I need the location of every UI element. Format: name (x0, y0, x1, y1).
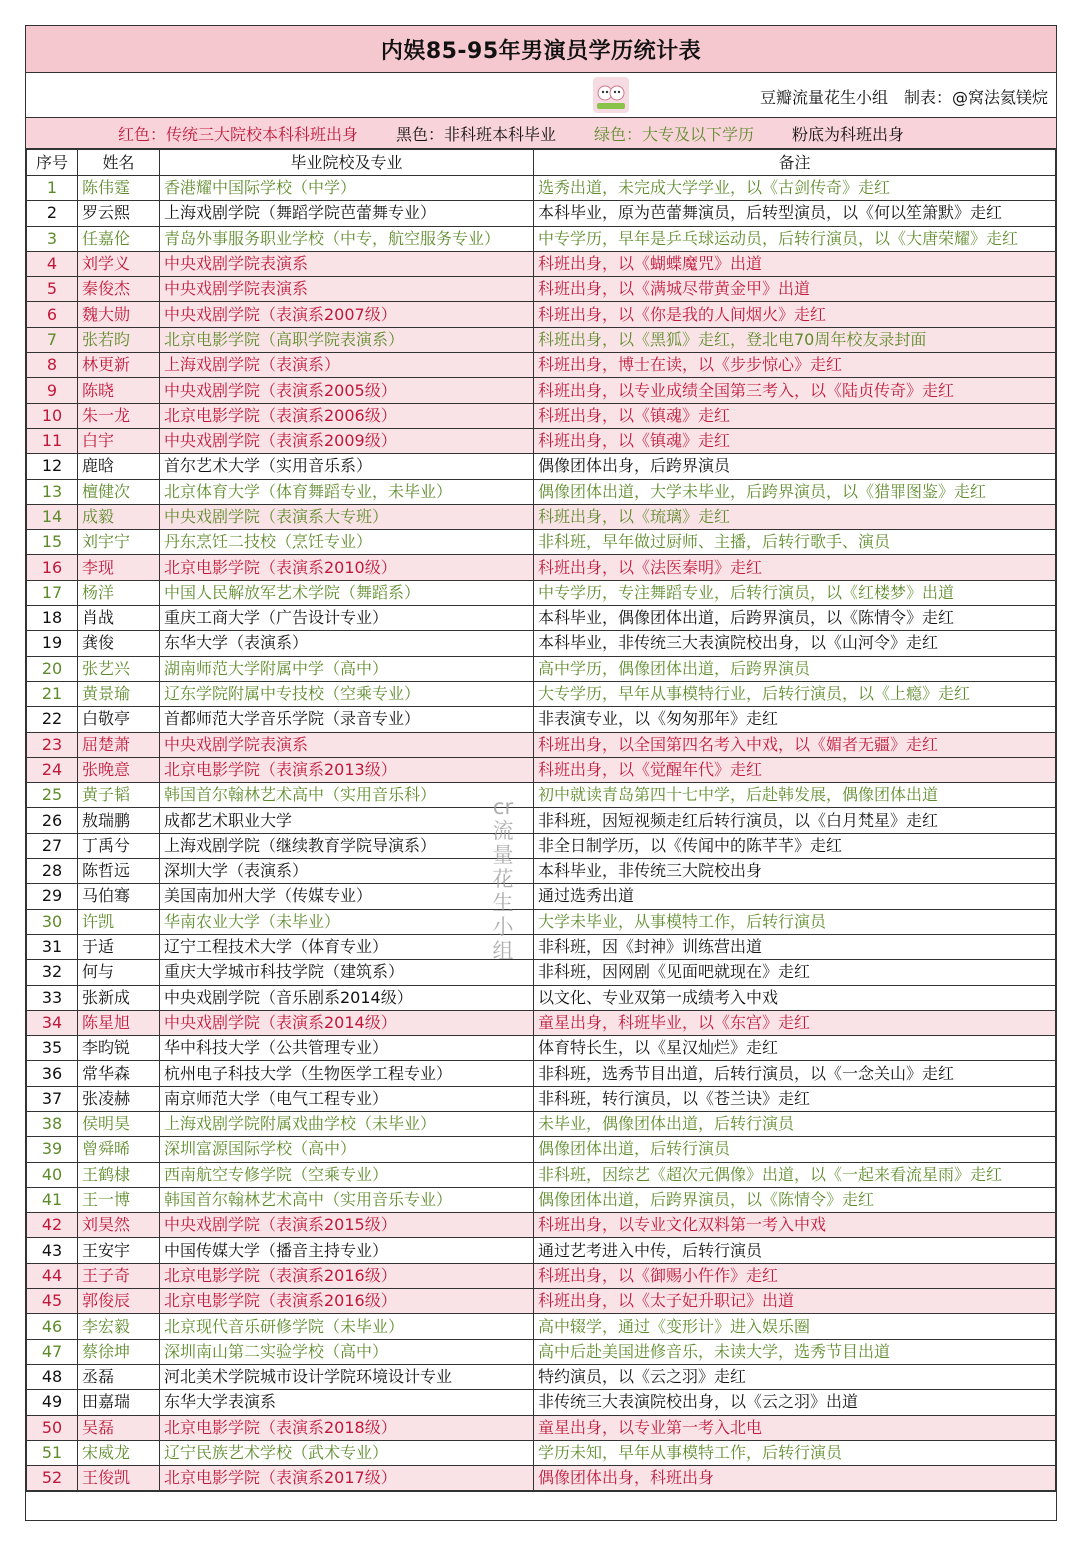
cell-no: 11 (27, 428, 78, 453)
table-row (27, 1111, 1056, 1136)
cell-note: 本科毕业，原为芭蕾舞演员，后转型演员，以《何以笙箫默》走红 (534, 201, 1056, 226)
table-footer (26, 1491, 1056, 1520)
cell-school: 美国南加州大学（传媒专业） (160, 884, 534, 909)
credit-text: 豆瓣流量花生小组 制表：@窝法氦镁烷 (759, 88, 1048, 107)
cell-school: 成都艺术职业大学 (160, 808, 534, 833)
cell-no: 52 (27, 1466, 78, 1491)
table-row (27, 530, 1056, 555)
cell-no: 6 (27, 302, 78, 327)
cell-school: 辽宁工程技术大学（体育专业） (160, 934, 534, 959)
cell-school: 北京电影学院（表演系2016级） (160, 1263, 534, 1288)
credit-row (26, 73, 1056, 118)
cell-school: 中央戏剧学院表演系 (160, 251, 534, 276)
cell-no: 7 (27, 327, 78, 352)
table-row (27, 226, 1056, 251)
cell-school: 辽宁民族艺术学校（武术专业） (160, 1440, 534, 1465)
table-row (27, 378, 1056, 403)
cell-note: 科班出身，以《琉璃》走红 (534, 504, 1056, 529)
cell-no: 3 (27, 226, 78, 251)
table-row (27, 1314, 1056, 1339)
cell-no: 20 (27, 656, 78, 681)
cell-note: 非科班，早年做过厨师、主播，后转行歌手、演员 (534, 530, 1056, 555)
cell-school: 南京师范大学（电气工程专业） (160, 1086, 534, 1111)
cell-name: 常华森 (78, 1061, 160, 1086)
cell-name: 林更新 (78, 353, 160, 378)
cell-note: 特约演员，以《云之羽》走红 (534, 1364, 1056, 1389)
cell-name: 屈楚萧 (78, 732, 160, 757)
table-row (27, 1137, 1056, 1162)
cell-note: 非科班，因网剧《见面吧就现在》走红 (534, 960, 1056, 985)
cell-name: 张若昀 (78, 327, 160, 352)
cell-note: 科班出身，以全国第四名考入中戏，以《媚者无疆》走红 (534, 732, 1056, 757)
cell-school: 西南航空专修学院（空乘专业） (160, 1162, 534, 1187)
cell-school: 中央戏剧学院（表演系2005级） (160, 378, 534, 403)
cell-no: 10 (27, 403, 78, 428)
cell-school: 青岛外事服务职业学校（中专，航空服务专业） (160, 226, 534, 251)
table-row (27, 1415, 1056, 1440)
cell-note: 非科班，转行演员，以《苍兰诀》走红 (534, 1086, 1056, 1111)
cell-name: 龚俊 (78, 631, 160, 656)
table-row (27, 428, 1056, 453)
table-row (27, 1466, 1056, 1491)
cell-school: 中央戏剧学院表演系 (160, 277, 534, 302)
cell-no: 25 (27, 783, 78, 808)
cell-name: 李昀锐 (78, 1036, 160, 1061)
cell-no: 5 (27, 277, 78, 302)
cell-name: 王俊凯 (78, 1466, 160, 1491)
cell-school: 湖南师范大学附属中学（高中） (160, 656, 534, 681)
cell-note: 科班出身，以《你是我的人间烟火》走红 (534, 302, 1056, 327)
cell-note: 非全日制学历，以《传闻中的陈芊芊》走红 (534, 833, 1056, 858)
cell-school: 重庆大学城市科技学院（建筑系） (160, 960, 534, 985)
cell-name: 黄子韬 (78, 783, 160, 808)
cell-name: 马伯骞 (78, 884, 160, 909)
table-row (27, 302, 1056, 327)
legend-pink: 粉底为科班出身 (792, 124, 905, 144)
cell-name: 蔡徐坤 (78, 1339, 160, 1364)
cell-no: 15 (27, 530, 78, 555)
cell-name: 刘学义 (78, 251, 160, 276)
cell-note: 偶像团体出道，大学未毕业，后跨界演员，以《猎罪图鉴》走红 (534, 479, 1056, 504)
cell-no: 8 (27, 353, 78, 378)
cell-school: 东华大学表演系 (160, 1390, 534, 1415)
cell-school: 中国传媒大学（播音主持专业） (160, 1238, 534, 1263)
cell-note: 体育特长生，以《星汉灿烂》走红 (534, 1036, 1056, 1061)
cell-note: 偶像团体出身，后跨界演员 (534, 454, 1056, 479)
cell-note: 科班出身，以《镇魂》走红 (534, 403, 1056, 428)
cell-no: 40 (27, 1162, 78, 1187)
cell-name: 于适 (78, 934, 160, 959)
cell-name: 许凯 (78, 909, 160, 934)
cell-note: 偶像团体出身，科班出身 (534, 1466, 1056, 1491)
table-row (27, 1162, 1056, 1187)
table-row (27, 960, 1056, 985)
cell-no: 42 (27, 1213, 78, 1238)
cell-no: 48 (27, 1364, 78, 1389)
cell-no: 49 (27, 1390, 78, 1415)
cell-note: 中专学历，早年是乒乓球运动员，后转行演员，以《大唐荣耀》走红 (534, 226, 1056, 251)
cell-name: 张晚意 (78, 757, 160, 782)
table-row (27, 1289, 1056, 1314)
cell-note: 科班出身，以《镇魂》走红 (534, 428, 1056, 453)
cell-school: 韩国首尔翰林艺术高中（实用音乐专业） (160, 1187, 534, 1212)
table-row (27, 1036, 1056, 1061)
cell-no: 16 (27, 555, 78, 580)
table-row (27, 201, 1056, 226)
table-row (27, 580, 1056, 605)
cell-note: 非传统三大表演院校出身，以《云之羽》出道 (534, 1390, 1056, 1415)
cell-no: 39 (27, 1137, 78, 1162)
cell-note: 非科班，选秀节目出道，后转行演员，以《一念关山》走红 (534, 1061, 1056, 1086)
cell-no: 44 (27, 1263, 78, 1288)
cell-name: 张凌赫 (78, 1086, 160, 1111)
cell-no: 2 (27, 201, 78, 226)
table-row (27, 681, 1056, 706)
table-row (27, 934, 1056, 959)
cell-school: 丹东烹饪二技校（烹饪专业） (160, 530, 534, 555)
cell-name: 丁禹兮 (78, 833, 160, 858)
cell-name: 肖战 (78, 606, 160, 631)
cell-school: 华南农业大学（未毕业） (160, 909, 534, 934)
table-row (27, 1061, 1056, 1086)
cell-no: 45 (27, 1289, 78, 1314)
cell-no: 9 (27, 378, 78, 403)
table-row (27, 1339, 1056, 1364)
cell-name: 檀健次 (78, 479, 160, 504)
cell-no: 21 (27, 681, 78, 706)
cell-name: 刘昊然 (78, 1213, 160, 1238)
cell-name: 罗云熙 (78, 201, 160, 226)
cell-no: 38 (27, 1111, 78, 1136)
cell-name: 秦俊杰 (78, 277, 160, 302)
cell-note: 科班出身，以《法医秦明》走红 (534, 555, 1056, 580)
cell-name: 王安宇 (78, 1238, 160, 1263)
cell-school: 杭州电子科技大学（生物医学工程专业） (160, 1061, 534, 1086)
cell-school: 北京电影学院（表演系2017级） (160, 1466, 534, 1491)
group-logo-icon (593, 77, 629, 113)
table-row (27, 1263, 1056, 1288)
cell-name: 陈伟霆 (78, 176, 160, 201)
cell-school: 中央戏剧学院（表演系2015级） (160, 1213, 534, 1238)
table-row (27, 353, 1056, 378)
cell-note: 科班出身，以《蝴蝶魔咒》出道 (534, 251, 1056, 276)
cell-no: 17 (27, 580, 78, 605)
cell-no: 36 (27, 1061, 78, 1086)
cell-school: 中央戏剧学院（表演系大专班） (160, 504, 534, 529)
cell-no: 18 (27, 606, 78, 631)
table-row (27, 1238, 1056, 1263)
cell-name: 宋威龙 (78, 1440, 160, 1465)
cell-school: 中央戏剧学院表演系 (160, 732, 534, 757)
cell-no: 30 (27, 909, 78, 934)
cell-no: 35 (27, 1036, 78, 1061)
table-row (27, 1086, 1056, 1111)
cell-school: 中央戏剧学院（表演系2009级） (160, 428, 534, 453)
cell-name: 白宇 (78, 428, 160, 453)
cell-note: 本科毕业，偶像团体出道，后跨界演员，以《陈情令》走红 (534, 606, 1056, 631)
cell-name: 王一博 (78, 1187, 160, 1212)
cell-name: 任嘉伦 (78, 226, 160, 251)
cell-school: 上海戏剧学院附属戏曲学校（未毕业） (160, 1111, 534, 1136)
cell-note: 非科班，因短视频走红后转行演员，以《白月梵星》走红 (534, 808, 1056, 833)
cell-name: 白敬亭 (78, 707, 160, 732)
cell-note: 科班出身，以《满城尽带黄金甲》出道 (534, 277, 1056, 302)
cell-school: 华中科技大学（公共管理专业） (160, 1036, 534, 1061)
table-row (27, 606, 1056, 631)
cell-note: 高中学历，偶像团体出道，后跨界演员 (534, 656, 1056, 681)
cell-school: 北京体育大学（体育舞蹈专业，未毕业） (160, 479, 534, 504)
table-row (27, 1010, 1056, 1035)
cell-school: 中国人民解放军艺术学院（舞蹈系） (160, 580, 534, 605)
cell-no: 24 (27, 757, 78, 782)
header-name: 姓名 (78, 150, 160, 176)
cell-no: 12 (27, 454, 78, 479)
cell-note: 非表演专业，以《匆匆那年》走红 (534, 707, 1056, 732)
cell-name: 丞磊 (78, 1364, 160, 1389)
cell-name: 郭俊辰 (78, 1289, 160, 1314)
table-row (27, 884, 1056, 909)
cell-school: 中央戏剧学院（表演系2007级） (160, 302, 534, 327)
cell-name: 刘宇宁 (78, 530, 160, 555)
cell-school: 上海戏剧学院（继续教育学院导演系） (160, 833, 534, 858)
actor-table (26, 149, 1056, 1491)
cell-name: 杨洋 (78, 580, 160, 605)
table-row (27, 1440, 1056, 1465)
cell-school: 深圳南山第二实验学校（高中） (160, 1339, 534, 1364)
cell-school: 北京电影学院（表演系2016级） (160, 1289, 534, 1314)
table-row (27, 909, 1056, 934)
cell-no: 50 (27, 1415, 78, 1440)
cell-note: 高中辍学，通过《变形计》进入娱乐圈 (534, 1314, 1056, 1339)
cell-school: 香港耀中国际学校（中学） (160, 176, 534, 201)
education-stats-table (25, 25, 1057, 1521)
table-row (27, 732, 1056, 757)
table-row (27, 403, 1056, 428)
cell-note: 高中后赴美国进修音乐，未读大学，选秀节目出道 (534, 1339, 1056, 1364)
cell-school: 首尔艺术大学（实用音乐系） (160, 454, 534, 479)
cell-note: 科班出身，以《太子妃升职记》出道 (534, 1289, 1056, 1314)
cell-name: 何与 (78, 960, 160, 985)
cell-name: 王鹤棣 (78, 1162, 160, 1187)
cell-no: 47 (27, 1339, 78, 1364)
legend-black: 黑色：非科班本科毕业 (396, 124, 557, 144)
cell-note: 通过选秀出道 (534, 884, 1056, 909)
cell-note: 科班出身，以《御赐小仵作》走红 (534, 1263, 1056, 1288)
cell-no: 37 (27, 1086, 78, 1111)
cell-note: 学历未知，早年从事模特工作，后转行演员 (534, 1440, 1056, 1465)
cell-school: 河北美术学院城市设计学院环境设计专业 (160, 1364, 534, 1389)
table-row (27, 479, 1056, 504)
cell-note: 科班出身，以专业成绩全国第三考入，以《陆贞传奇》走红 (534, 378, 1056, 403)
header-school: 毕业院校及专业 (160, 150, 534, 176)
table-row (27, 327, 1056, 352)
table-row (27, 833, 1056, 858)
cell-note: 初中就读青岛第四十七中学，后赴韩发展，偶像团体出道 (534, 783, 1056, 808)
cell-school: 北京电影学院（表演系2006级） (160, 403, 534, 428)
cell-note: 通过艺考进入中传，后转行演员 (534, 1238, 1056, 1263)
watermark: cr流量花生小组 (492, 795, 514, 963)
table-row (27, 555, 1056, 580)
cell-note: 科班出身，以专业文化双料第一考入中戏 (534, 1213, 1056, 1238)
cell-name: 张艺兴 (78, 656, 160, 681)
cell-school: 北京电影学院（表演系2013级） (160, 757, 534, 782)
cell-note: 大专学历，早年从事模特行业，后转行演员，以《上瘾》走红 (534, 681, 1056, 706)
table-row (27, 176, 1056, 201)
cell-no: 22 (27, 707, 78, 732)
cell-school: 首都师范大学音乐学院（录音专业） (160, 707, 534, 732)
cell-name: 曾舜晞 (78, 1137, 160, 1162)
cell-school: 东华大学（表演系） (160, 631, 534, 656)
cell-note: 未毕业，偶像团体出道，后转行演员 (534, 1111, 1056, 1136)
cell-school: 中央戏剧学院（音乐剧系2014级） (160, 985, 534, 1010)
cell-no: 43 (27, 1238, 78, 1263)
cell-note: 非科班，因《封神》训练营出道 (534, 934, 1056, 959)
cell-no: 41 (27, 1187, 78, 1212)
cell-note: 中专学历，专注舞蹈专业，后转行演员，以《红楼梦》出道 (534, 580, 1056, 605)
cell-school: 辽东学院附属中专技校（空乘专业） (160, 681, 534, 706)
table-row (27, 504, 1056, 529)
legend-red: 红色：传统三大院校本科科班出身 (118, 124, 359, 144)
cell-note: 本科毕业，非传统三大表演院校出身，以《山河令》走红 (534, 631, 1056, 656)
cell-no: 23 (27, 732, 78, 757)
cell-name: 李现 (78, 555, 160, 580)
table-row (27, 1390, 1056, 1415)
table-row (27, 985, 1056, 1010)
table-title: 内娱85-95年男演员学历统计表 (26, 26, 1056, 73)
cell-no: 4 (27, 251, 78, 276)
cell-school: 深圳富源国际学校（高中） (160, 1137, 534, 1162)
cell-school: 北京电影学院（表演系2018级） (160, 1415, 534, 1440)
cell-note: 科班出身，博士在读，以《步步惊心》走红 (534, 353, 1056, 378)
cell-name: 王子奇 (78, 1263, 160, 1288)
cell-name: 魏大勋 (78, 302, 160, 327)
cell-no: 28 (27, 859, 78, 884)
table-row (27, 783, 1056, 808)
table-row (27, 1364, 1056, 1389)
cell-no: 51 (27, 1440, 78, 1465)
cell-name: 陈星旭 (78, 1010, 160, 1035)
cell-name: 田嘉瑞 (78, 1390, 160, 1415)
table-row (27, 1213, 1056, 1238)
cell-name: 陈哲远 (78, 859, 160, 884)
legend-green: 绿色：大专及以下学历 (594, 124, 755, 144)
legend (26, 118, 1056, 149)
cell-school: 深圳大学（表演系） (160, 859, 534, 884)
cell-no: 1 (27, 176, 78, 201)
cell-note: 科班出身，以《黑狐》走红，登北电70周年校友录封面 (534, 327, 1056, 352)
cell-name: 朱一龙 (78, 403, 160, 428)
cell-no: 31 (27, 934, 78, 959)
header-row (27, 150, 1056, 176)
cell-school: 中央戏剧学院（表演系2014级） (160, 1010, 534, 1035)
table-row (27, 631, 1056, 656)
cell-note: 科班出身，以《觉醒年代》走红 (534, 757, 1056, 782)
table-row (27, 808, 1056, 833)
cell-name: 成毅 (78, 504, 160, 529)
cell-no: 33 (27, 985, 78, 1010)
cell-note: 童星出身，科班毕业，以《东宫》走红 (534, 1010, 1056, 1035)
cell-school: 上海戏剧学院（舞蹈学院芭蕾舞专业） (160, 201, 534, 226)
cell-no: 13 (27, 479, 78, 504)
cell-no: 26 (27, 808, 78, 833)
cell-name: 鹿晗 (78, 454, 160, 479)
cell-note: 偶像团体出道，后跨界演员，以《陈情令》走红 (534, 1187, 1056, 1212)
table-row (27, 277, 1056, 302)
cell-note: 以文化、专业双第一成绩考入中戏 (534, 985, 1056, 1010)
cell-note: 选秀出道，未完成大学学业，以《古剑传奇》走红 (534, 176, 1056, 201)
table-row (27, 454, 1056, 479)
cell-no: 29 (27, 884, 78, 909)
cell-school: 上海戏剧学院（表演系） (160, 353, 534, 378)
cell-name: 李宏毅 (78, 1314, 160, 1339)
cell-note: 非科班，因综艺《超次元偶像》出道，以《一起来看流星雨》走红 (534, 1162, 1056, 1187)
cell-note: 童星出身，以专业第一考入北电 (534, 1415, 1056, 1440)
cell-note: 本科毕业，非传统三大院校出身 (534, 859, 1056, 884)
table-row (27, 251, 1056, 276)
table-body (27, 176, 1056, 1491)
header-note: 备注 (534, 150, 1056, 176)
cell-school: 重庆工商大学（广告设计专业） (160, 606, 534, 631)
table-row (27, 707, 1056, 732)
cell-no: 32 (27, 960, 78, 985)
cell-no: 19 (27, 631, 78, 656)
cell-no: 46 (27, 1314, 78, 1339)
cell-no: 34 (27, 1010, 78, 1035)
cell-name: 陈晓 (78, 378, 160, 403)
cell-no: 14 (27, 504, 78, 529)
cell-school: 北京电影学院（表演系2010级） (160, 555, 534, 580)
cell-name: 张新成 (78, 985, 160, 1010)
cell-school: 韩国首尔翰林艺术高中（实用音乐科） (160, 783, 534, 808)
cell-school: 北京现代音乐研修学院（未毕业） (160, 1314, 534, 1339)
cell-note: 大学未毕业，从事模特工作，后转行演员 (534, 909, 1056, 934)
table-row (27, 656, 1056, 681)
cell-school: 北京电影学院（高职学院表演系） (160, 327, 534, 352)
cell-name: 吴磊 (78, 1415, 160, 1440)
table-row (27, 859, 1056, 884)
cell-note: 偶像团体出道，后转行演员 (534, 1137, 1056, 1162)
table-row (27, 757, 1056, 782)
cell-name: 侯明昊 (78, 1111, 160, 1136)
cell-no: 27 (27, 833, 78, 858)
header-no: 序号 (27, 150, 78, 176)
cell-name: 黄景瑜 (78, 681, 160, 706)
table-row (27, 1187, 1056, 1212)
cell-name: 敖瑞鹏 (78, 808, 160, 833)
